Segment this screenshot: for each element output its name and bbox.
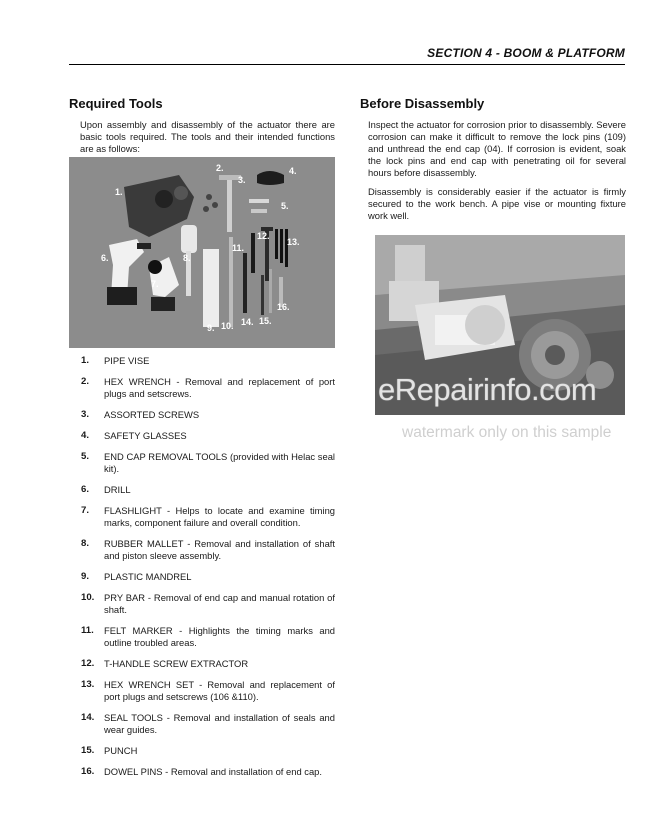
before-disassembly-heading: Before Disassembly [360, 96, 485, 111]
tool-list-item [69, 484, 337, 496]
before-disassembly-paragraph-2: Disassembly is considerably easier if the actuator is firmly secured to the work bench. A pipe vise or mounting fixture work well. [368, 186, 626, 221]
tool-description: FELT MARKER - Highlights the timing marks and outline troubled areas. [104, 625, 335, 648]
tool-description: HEX WRENCH SET - Removal and replacement of port plugs and setscrews (106 &110). [104, 679, 335, 702]
photo-label: 3. [238, 175, 246, 185]
tool-number: 14. [81, 712, 95, 723]
photo-label: 6. [101, 253, 109, 263]
tool-description: RUBBER MALLET - Removal and installation of shaft and piston sleeve assembly. [104, 538, 335, 561]
tool-number: 1. [81, 355, 90, 366]
tool-number: 10. [81, 592, 95, 603]
section-header: SECTION 4 - BOOM & PLATFORM [427, 46, 625, 60]
tool-description: ASSORTED SCREWS [104, 409, 200, 420]
before-disassembly-column [360, 96, 626, 229]
photo-label: 12. [257, 231, 270, 241]
tool-list-item [69, 538, 337, 562]
tool-list-item [69, 571, 337, 583]
tool-number: 16. [81, 766, 95, 777]
tool-list-item [69, 766, 337, 778]
photo-label: 5. [281, 201, 289, 211]
before-disassembly-paragraph-1: Inspect the actuator for corrosion prior to disassembly. Severe corrosion can make it difficult to remove the lock pins (109) and unthread the end cap (04). If corrosion is evident, soak the lock pins and end cap with penetrating oil for several hours before disassembly. [368, 119, 626, 178]
header-rule [69, 64, 625, 65]
tool-number: 6. [81, 484, 90, 495]
tool-description: HEX WRENCH - Removal and replacement of port plugs and setscrews. [104, 376, 335, 399]
tool-description: END CAP REMOVAL TOOLS (provided with Helac seal kit). [104, 451, 335, 474]
tool-description: DOWEL PINS - Removal and installation of end cap. [104, 766, 322, 777]
tool-number: 11. [81, 625, 94, 636]
tool-number: 5. [81, 451, 90, 462]
tool-list-item [69, 430, 337, 442]
photo-label: 14. [241, 317, 254, 327]
watermark-note: watermark only on this sample [402, 424, 612, 441]
tool-description: PLASTIC MANDREL [104, 571, 192, 582]
tool-description: SEAL TOOLS - Removal and installation of seals and wear guides. [104, 712, 335, 735]
tool-number: 13. [81, 679, 95, 690]
tool-description: SAFETY GLASSES [104, 430, 187, 441]
tool-description: T-HANDLE SCREW EXTRACTOR [104, 658, 249, 669]
tool-list-item [69, 712, 337, 736]
tool-list-item [69, 679, 337, 703]
photo-label: 4. [289, 166, 297, 176]
tool-list-item [69, 592, 337, 616]
photo-label: 8. [183, 253, 191, 263]
photo-label: 2. [216, 163, 224, 173]
tool-list-item [69, 376, 337, 400]
tool-description: FLASHLIGHT - Helps to locate and examine timing marks, component failure and overall condition. [104, 505, 335, 528]
tool-number: 9. [81, 571, 90, 582]
tool-number: 4. [81, 430, 90, 441]
tool-number: 7. [81, 505, 90, 516]
tool-list-item [69, 505, 337, 529]
tool-description: PIPE VISE [104, 355, 150, 366]
tool-list-item [69, 745, 337, 757]
tool-list-item [69, 625, 337, 649]
tool-list-item [69, 409, 337, 421]
watermark-site: eRepairinfo.com [378, 372, 597, 407]
tool-number: 3. [81, 409, 90, 420]
tools-photo-drawing [69, 157, 335, 348]
photo-label: 9. [207, 323, 215, 333]
tool-number: 15. [81, 745, 95, 756]
photo-label: 10. [221, 321, 234, 331]
photo-label: 13. [287, 237, 300, 247]
tool-description: PUNCH [104, 745, 138, 756]
tool-number: 2. [81, 376, 90, 387]
tool-number: 12. [81, 658, 95, 669]
photo-label: 11. [232, 243, 245, 253]
tool-number: 8. [81, 538, 90, 549]
tool-list-item [69, 355, 337, 367]
tool-description: DRILL [104, 484, 131, 495]
tool-description: PRY BAR - Removal of end cap and manual rotation of shaft. [104, 592, 335, 615]
tool-list-item [69, 451, 337, 475]
required-tools-intro: Upon assembly and disassembly of the actuator there are basic tools required. The tools and their intended functions are as follows: [80, 119, 335, 154]
tools-photo [69, 157, 335, 348]
photo-label: 15. [259, 316, 272, 326]
photo-label: 16. [277, 302, 290, 312]
photo-label: 7. [151, 279, 159, 289]
photo-label: 1. [115, 187, 123, 197]
required-tools-heading: Required Tools [69, 96, 163, 111]
tool-list-item [69, 658, 337, 670]
required-tools-column [69, 96, 337, 155]
